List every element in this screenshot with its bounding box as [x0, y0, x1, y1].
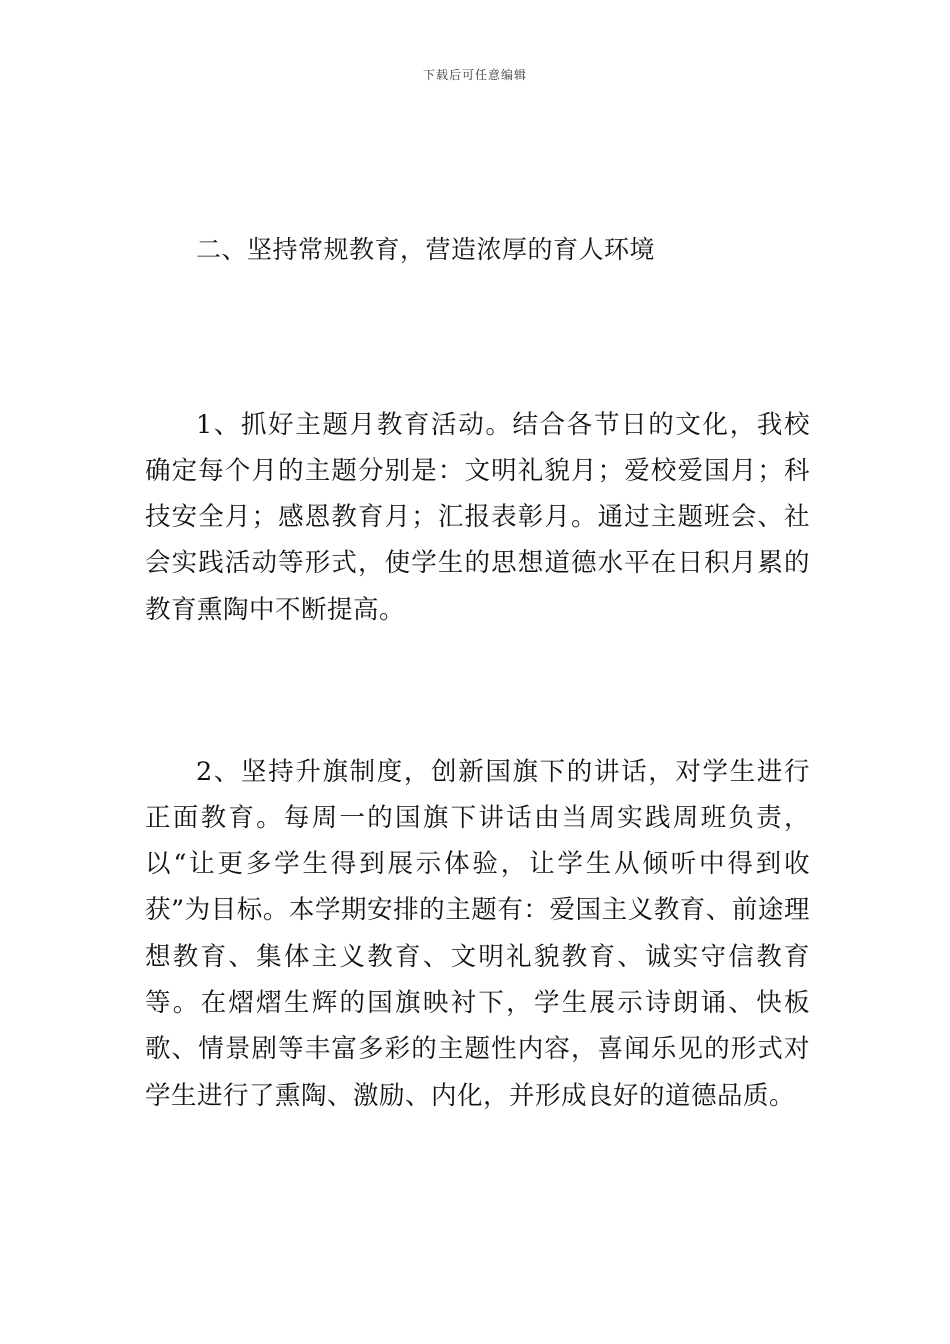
section-heading: 二、坚持常规教育，营造浓厚的育人环境 — [196, 235, 656, 264]
paragraph-theme-month-education: 1、抓好主题月教育活动。结合各节日的文化，我校确定每个月的主题分别是：文明礼貌月；爱校爱国月；科技安全月；感恩教育月；汇报表彰月。通过主题班会、社会实践活动等形式，使学生的思想道德水平在日积月累的教育熏陶中不断提高。 — [145, 409, 810, 625]
header-note: 下载后可任意编辑 — [422, 68, 527, 82]
paragraph-flag-raising-system: 2、坚持升旗制度，创新国旗下的讲话，对学生进行正面教育。每周一的国旗下讲话由当周实践周班负责，以“让更多学生得到展示体验，让学生从倾听中得到收获”为目标。本学期安排的主题有：爱国主义教育、前途理想教育、集体主义教育、文明礼貌教育、诚实守信教育等。在熠熠生辉的国旗映衬下，学生展示诗朗诵、快板歌、情景剧等丰富多彩的主题性内容，喜闻乐见的形式对学生进行了熏陶、激励、内化，并形成良好的道德品质。 — [145, 756, 810, 1111]
